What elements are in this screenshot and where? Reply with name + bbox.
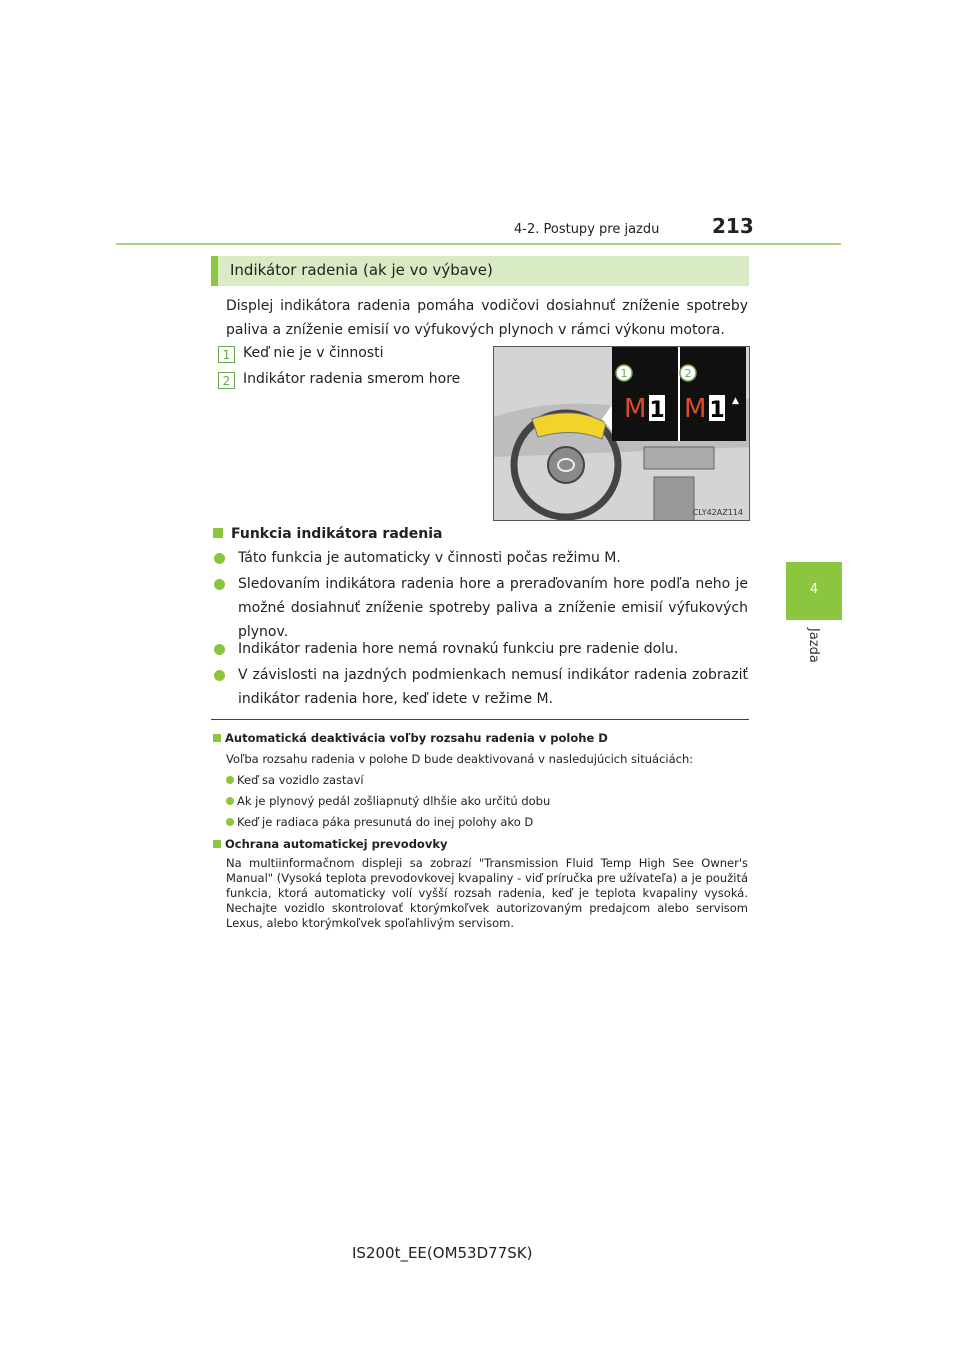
page-number: 213 [712,214,754,238]
bullet-icon [214,644,225,655]
note-item: Ak je plynový pedál zošliapnutý dlhšie ako určitú dobu [226,794,550,809]
callout-label-2: Indikátor radenia smerom hore [243,371,461,387]
svg-text:2: 2 [684,367,692,380]
list-item: V závislosti na jazdných podmienkach nemusí indikátor radenia zobraziť indikátor radenia hore, keď idete v režime M. [238,663,748,711]
up-arrow-icon: ▲ [732,396,739,406]
note-title-auto: Automatická deaktivácia voľby rozsahu radenia v polohe D [213,731,608,746]
bullet-icon [214,579,225,590]
square-bullet-icon [213,528,223,538]
square-bullet-icon [213,734,221,742]
chapter-number: 4 [809,582,819,597]
list-item: Táto funkcia je automaticky v činnosti počas režimu M. [238,546,748,570]
callout-number-2: 2 [218,372,235,389]
list-item: Indikátor radenia hore nemá rovnakú funkciu pre radenie dolu. [238,637,748,661]
bullet-icon [214,670,225,681]
note-text-auto: Voľba rozsahu radenia v polohe D bude deaktivovaná v nasledujúcich situáciách: [226,752,694,766]
note-title-protection: Ochrana automatickej prevodovky [213,837,447,852]
display-gear-1: 1 [649,398,665,423]
display-gear-2: 1 [709,398,725,423]
bullet-icon [226,818,234,826]
chapter-label: Jazda [806,628,821,663]
intro-paragraph: Displej indikátora radenia pomáha vodičovi dosiahnuť zníženie spotreby paliva a zníženie emisií vo výfukových plynoch v rámci výkonu motora. [226,298,748,338]
callout-label-1: Keď nie je v činnosti [243,345,384,361]
section-title-bar [211,256,749,286]
display-letter-1: M [624,394,647,424]
divider [211,719,749,720]
list-item: Sledovaním indikátora radenia hore a preraďovaním hore podľa neho je možné dosiahnuť zníženie spotreby paliva a zníženie emisií výfukových plynov. [238,572,748,644]
section-title: Indikátor radenia (ak je vo výbave) [230,261,493,279]
header-rule [116,243,841,245]
bullet-icon [226,776,234,784]
svg-text:1: 1 [620,367,628,380]
header-section: 4-2. Postupy pre jazdu [514,222,660,237]
note-item: Keď sa vozidlo zastaví [226,773,364,788]
display-letter-2: M [684,394,707,424]
figure-code: CLY42AZ114 [692,508,743,517]
note-item: Keď je radiaca páka presunutá do inej polohy ako D [226,815,533,830]
dashboard-drawing [494,347,750,521]
note-text-protection: Na multiinformačnom displeji sa zobrazí "Transmission Fluid Temp High See Owner's Manual" (Vysoká teplota prevodovkovej kvapaliny - viď príručka pre užívateľa) a je použitá funkcia, ktorá automaticky volí vyšší rozsah radenia, keď je teplota kvapaliny vysoká. Nechajte vozidlo skontrolovať ktorýmkoľvek autorizovaným predajcom alebo servisom Lexus, alebo ktorýmkoľvek spoľahlivým servisom. [226,856,748,930]
page-header [0,212,960,250]
dashboard-illustration [493,346,750,521]
footer-code: IS200t_EE(OM53D77SK) [352,1244,533,1262]
callout-number-1: 1 [218,346,235,363]
bullet-icon [214,553,225,564]
square-bullet-icon [213,840,221,848]
bullet-icon [226,797,234,805]
subsection-title: Funkcia indikátora radenia [213,526,443,542]
chapter-tab [786,562,842,620]
